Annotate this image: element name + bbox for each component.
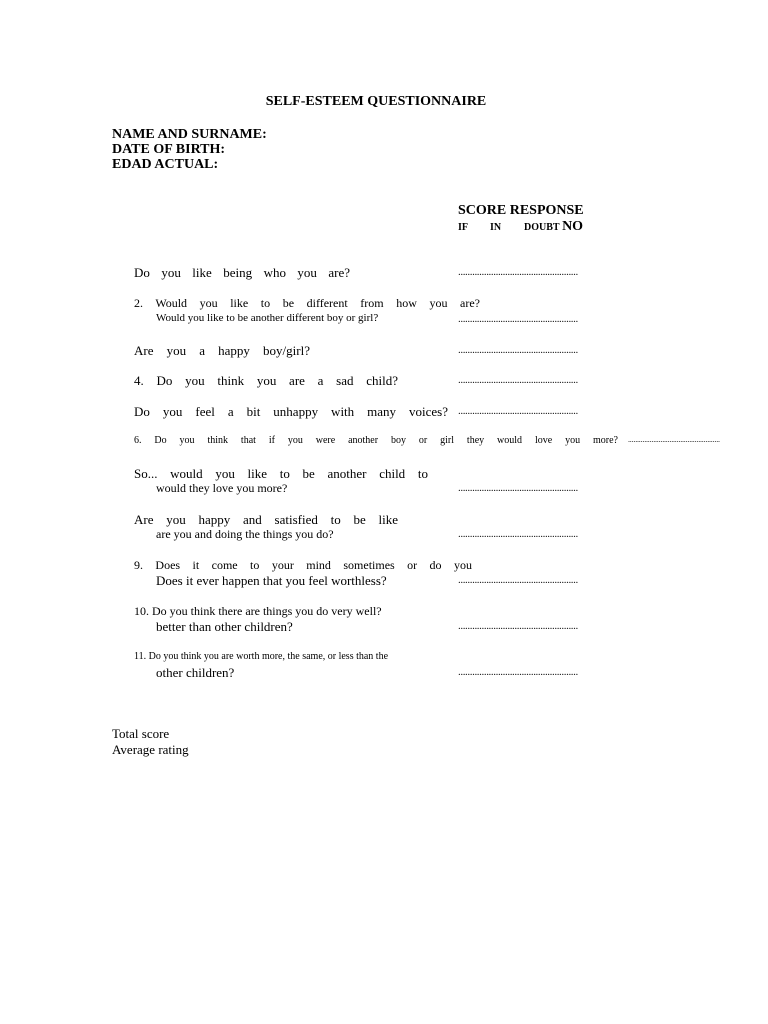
question-10: 10. Do you think there are things you do very well?	[134, 604, 382, 618]
answer-line-2: ...................................................	[458, 313, 578, 325]
date-of-birth-field-label: DATE OF BIRTH:	[112, 142, 226, 157]
question-10-line-2: better than other children?	[156, 619, 293, 634]
question-9: 9. Does it come to your mind sometimes or do you	[134, 558, 472, 572]
option-if: IF	[458, 222, 468, 233]
current-age-field-label: EDAD ACTUAL:	[112, 157, 219, 172]
answer-line-4: ...................................................	[458, 374, 578, 386]
answer-line-8: ...................................................	[458, 528, 578, 540]
answer-line-10: ...................................................	[458, 620, 578, 632]
total-score-label: Total score	[112, 726, 170, 741]
answer-line-9: ...................................................	[458, 574, 578, 586]
question-2-line-2: Would you like to be another different boy or girl?	[156, 312, 379, 324]
page-title: SELF-ESTEEM QUESTIONNAIRE	[265, 94, 487, 109]
option-in: IN	[490, 222, 502, 233]
answer-line-1: ...................................................	[458, 266, 578, 278]
question-7: So... would you like to be another child to	[134, 466, 428, 481]
question-11-line-2: other children?	[156, 665, 235, 680]
question-1: Do you like being who you are?	[134, 265, 350, 280]
answer-line-7: ...................................................	[458, 482, 578, 494]
option-doubt: DOUBT	[524, 222, 560, 233]
question-11: 11. Do you think you are worth more, the same, or less than the	[134, 651, 389, 662]
answer-line-11: ...................................................	[458, 666, 578, 678]
question-4: 4. Do you think you are a sad child?	[134, 373, 398, 388]
question-3: Are you a happy boy/girl?	[134, 343, 310, 358]
score-options	[458, 219, 583, 235]
question-9-line-2: Does it ever happen that you feel worthless?	[156, 573, 387, 588]
name-field-label: NAME AND SURNAME:	[112, 127, 267, 142]
option-no: NO	[562, 219, 584, 234]
answer-line-6: ...................................................	[628, 435, 720, 444]
question-5: Do you feel a bit unhappy with many voices?	[134, 404, 448, 419]
answer-line-5: ...................................................	[458, 405, 578, 417]
question-8: Are you happy and satisfied to be like	[134, 512, 398, 527]
question-6: 6. Do you think that if you were another boy or girl they would love you more?	[134, 435, 618, 446]
question-8-line-2: are you and doing the things you do?	[156, 527, 334, 541]
average-rating-label: Average rating	[112, 742, 189, 757]
question-7-line-2: would they love you more?	[156, 481, 288, 495]
answer-line-3: ...................................................	[458, 344, 578, 356]
score-response-header: SCORE RESPONSE	[458, 203, 584, 218]
question-2: 2. Would you like to be different from how you are?	[134, 296, 480, 310]
